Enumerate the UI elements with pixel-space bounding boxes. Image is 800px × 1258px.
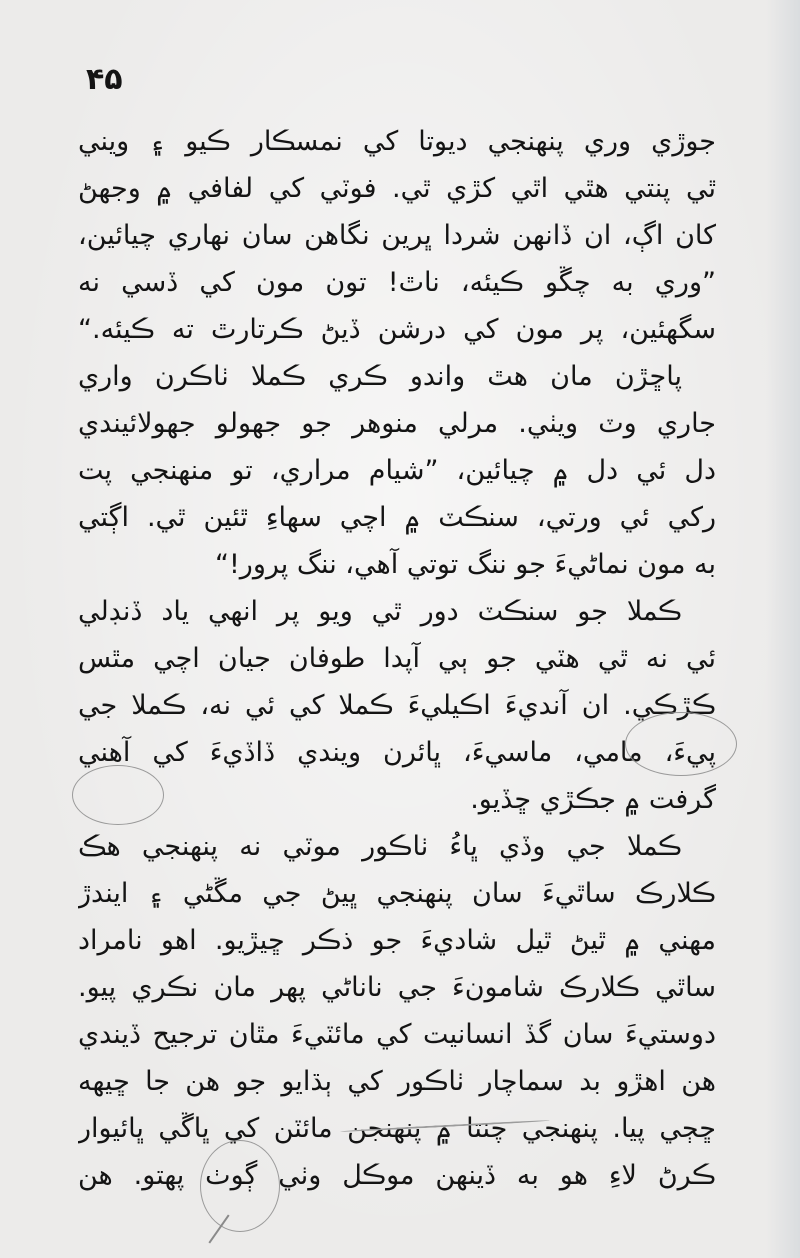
paragraph-end-line: به مون نماڻيءَ جو ننگ توتي آهي، ننگ پرور!“ [215, 549, 716, 580]
paragraph-start-line: پاڇڙن مان هٿ واندو ڪري ڪملا ٺاڪرن واري [78, 361, 682, 392]
page-edge-shadow [766, 0, 800, 1258]
text-line: سگهئين، پر مون کي درشن ڏيڻ ڪرتارٿ ته ڪيئه.“ [78, 314, 716, 345]
text-line: ”وري به چڱو ڪيئه، ناٿ! تون مون کي ڏسي نه [78, 267, 716, 298]
text-line: دل ئي دل ۾ چيائين، ”شيام مراري، تو منهنجي پت [78, 455, 716, 486]
text-line: ئي نه ٿي هٽي جو ٻي آپدا طوفان جيان اچي مٿس [78, 643, 716, 674]
text-line: ڪلارڪ ساٿيءَ سان پنهنجي ڀيڻ جي مڱڻي ۽ ايندڙ [78, 878, 716, 909]
text-line: ڪڙڪي. ان آنديءَ اڪيليءَ ڪملا کي ئي نه، ڪملا جي [78, 690, 716, 721]
paragraph-start-line: ڪملا جو سنڪٽ دور ٿي ويو پر انهي ياد ڏنڊلي [78, 596, 682, 627]
text-line: دوستيءَ سان گڏ انسانيت کي مائٽيءَ مٿان ترجيح ڏيندي [78, 1019, 716, 1050]
text-line: ٿي پنتي هٿي اٿي کڙي ٿي. فوٽي کي لفافي ۾ وجهڻ [78, 173, 716, 204]
paragraph-end-line: گرفت ۾ جڪڙي ڇڏيو. [470, 784, 716, 815]
body-text [78, 118, 716, 1199]
text-line: رکي ئي ورتي، سنڪٽ ۾ اچي سهاءِ ٿئين ٿي. اڳتي [78, 502, 716, 533]
text-line: هن اهڙو بد سماچار ٺاڪور کي ٻڌايو جو هن جا ڇيهه [78, 1066, 716, 1097]
text-line: ساٿي ڪلارڪ شامونءَ جي ناناڻي پهر مان نڪري پيو. [78, 972, 716, 1003]
text-line: کان اڳ، ان ڏانهن شردا ڀرين نگاهن سان نهاري چيائين، [78, 220, 716, 251]
text-line: مهني ۾ ٿيڻ ٿيل شاديءَ جو ذڪر ڇيڙيو. اهو نامراد [78, 925, 716, 956]
pencil-stroke-mark [208, 1215, 229, 1244]
paragraph-start-line: ڪملا جي وڏي ڀاءُ ٺاڪور موٽي نه پنهنجي هڪ [78, 831, 682, 862]
text-line: ڪرڻ لاءِ هو به ڏينهن موڪل وٺي ڳوٺ پهتو. هن [78, 1160, 716, 1191]
text-line: جاري وٽ ويٺي. مرلي منوهر جو جهولو جهولائيندي [78, 408, 716, 439]
text-line: پيءَ، مامي، ماسيءَ، ڀائرن ويندي ڏاڏيءَ کي آهني [78, 737, 716, 768]
page-number: ۴۵ [86, 62, 123, 97]
text-line: جوڙي وري پنهنجي ديوتا کي نمسڪار ڪيو ۽ ويني [78, 126, 716, 157]
text-line: ڇڄي پيا. پنهنجي چنتا ۾ پنهنجن مائٽن کي ڀاڱي ڀائيوار [78, 1113, 716, 1144]
